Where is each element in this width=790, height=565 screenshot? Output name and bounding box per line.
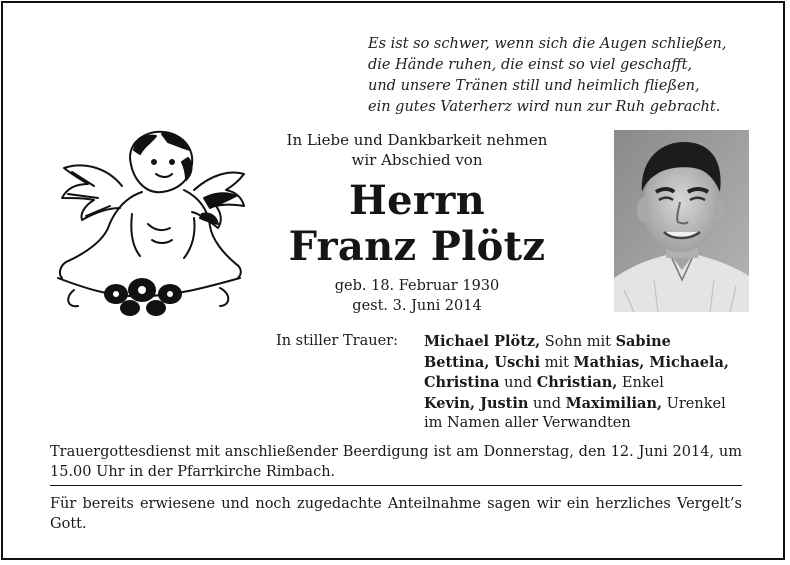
poem-line: und unsere Tränen still und heimlich fließen, bbox=[368, 78, 700, 94]
mourner-text: mit bbox=[540, 354, 574, 371]
mourners-line bbox=[424, 394, 729, 415]
intro-line: wir Abschied von bbox=[351, 151, 483, 169]
death-date: gest. 3. Juni 2014 bbox=[352, 298, 482, 314]
mourner-name: Kevin, Justin bbox=[424, 394, 529, 412]
intro-text bbox=[262, 130, 572, 170]
portrait-photo bbox=[614, 130, 749, 312]
poem-line: ein gutes Vaterherz wird nun zur Ruh gebracht. bbox=[368, 99, 721, 115]
mourner-name: Christina bbox=[424, 374, 500, 391]
mourner-text: und bbox=[499, 375, 537, 391]
mourners-line bbox=[424, 414, 729, 434]
mourners-line bbox=[424, 373, 729, 394]
mourners-line bbox=[424, 353, 729, 374]
angel-illustration bbox=[44, 128, 248, 324]
poem-line: die Hände ruhen, die einst so viel geschafft, bbox=[368, 57, 693, 73]
mourner-text: im Namen aller Verwandten bbox=[424, 415, 631, 431]
divider bbox=[50, 485, 742, 486]
mourner-text: und bbox=[528, 395, 566, 412]
deceased-name: Franz Plötz bbox=[288, 223, 546, 270]
deceased-name-block bbox=[262, 178, 572, 270]
mourner-name: Christian, bbox=[536, 374, 618, 391]
salutation: Herrn bbox=[349, 177, 485, 224]
mourners-line bbox=[424, 332, 729, 353]
intro-line: In Liebe und Dankbarkeit nehmen bbox=[286, 131, 548, 149]
mourner-text: Sohn mit bbox=[540, 334, 616, 350]
mourner-name: Bettina, Uschi bbox=[424, 353, 541, 371]
birth-date: geb. 18. Februar 1930 bbox=[334, 278, 500, 294]
thanks-text: Für bereits erwiesene und noch zugedachte Anteilnahme sagen wir ein herzliches Vergelt’s Gott. bbox=[50, 496, 742, 532]
mourners-label: In stiller Trauer: bbox=[276, 333, 398, 349]
mourner-name: Sabine bbox=[615, 333, 671, 350]
poem bbox=[368, 34, 727, 118]
life-dates bbox=[262, 276, 572, 316]
mourner-name: Mathias, Michaela, bbox=[573, 353, 729, 371]
service-announcement: Trauergottesdienst mit anschließender Beerdigung ist am Donnerstag, den 12. Juni 2014, um 15.00 Uhr in der Pfarrkirche Rimbach. bbox=[50, 444, 742, 480]
mourner-name: Maximilian, bbox=[565, 394, 663, 412]
mourners-list bbox=[424, 332, 729, 434]
poem-line: Es ist so schwer, wenn sich die Augen schließen, bbox=[368, 36, 727, 52]
mourner-text: Enkel bbox=[617, 375, 664, 391]
mourner-text: Urenkel bbox=[662, 395, 726, 412]
mourner-name: Michael Plötz, bbox=[424, 333, 541, 350]
